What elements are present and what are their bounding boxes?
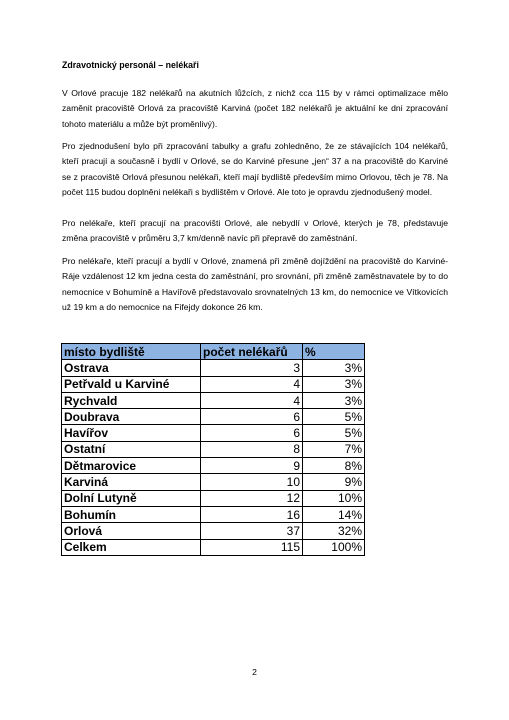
cell-count: 6 — [201, 409, 303, 425]
table-row — [62, 360, 365, 376]
paragraph-4: Pro nelékaře, kteří pracují a bydlí v Orlové, znamená při změně dojíždění na pracoviště do Karviné-Ráje vzdálenost 12 km jedna cesta do zaměstnání, pro srovnání, při změně zaměstnavatele by to do nemocnice v Bohumíně a Havířově představovalo srovnatelných 13 km, do nemocnice ve Vítkovicích už 19 km a do nemocnice na Fifejdy dokonce 26 km. — [62, 256, 448, 313]
cell-count: 4 — [201, 376, 303, 392]
table-row — [62, 458, 365, 474]
header-residence: místo bydliště — [62, 344, 201, 360]
cell-percent: 14% — [303, 506, 365, 522]
table-row — [62, 392, 365, 408]
table-row — [62, 523, 365, 539]
paragraph-3: Pro nelékaře, kteří pracují na pracovišti Orlové, ale nebydlí v Orlové, kterých je 78, představuje změna pracoviště v průměru 3,7 km/denně navíc při přepravě do zaměstnání. — [62, 218, 448, 244]
cell-residence: Ostatní — [62, 441, 201, 457]
cell-residence: Dětmarovice — [62, 458, 201, 474]
header-percent: % — [303, 344, 365, 360]
section-heading: Zdravotnický personál – nelékaři — [62, 60, 199, 70]
cell-percent: 7% — [303, 441, 365, 457]
cell-percent: 3% — [303, 376, 365, 392]
cell-percent: 32% — [303, 523, 365, 539]
cell-percent: 10% — [303, 490, 365, 506]
page-number: 2 — [252, 667, 257, 677]
cell-percent: 8% — [303, 458, 365, 474]
cell-residence: Havířov — [62, 425, 201, 441]
cell-residence: Ostrava — [62, 360, 201, 376]
table-row — [62, 409, 365, 425]
table-header-row — [62, 344, 365, 360]
cell-residence: Orlová — [62, 523, 201, 539]
cell-count: 4 — [201, 392, 303, 408]
cell-count: 12 — [201, 490, 303, 506]
paragraph-1: V Orlové pracuje 182 nelékařů na akutních lůžcích, z nichž cca 115 by v rámci optimalizace mělo zaměnit pracoviště Orlová za pracoviště Karviná (počet 182 nelékařů je aktuální ke dni zpracování tohoto materiálu a může být proměnlivý). — [62, 88, 448, 129]
cell-residence: Celkem — [62, 539, 201, 555]
table-row — [62, 425, 365, 441]
cell-residence: Rychvald — [62, 392, 201, 408]
cell-count: 16 — [201, 506, 303, 522]
cell-count: 6 — [201, 425, 303, 441]
table-row — [62, 376, 365, 392]
cell-residence: Dolní Lutyně — [62, 490, 201, 506]
cell-percent: 3% — [303, 392, 365, 408]
header-count: počet nelékařů — [201, 344, 303, 360]
cell-count: 9 — [201, 458, 303, 474]
cell-count: 115 — [201, 539, 303, 555]
cell-residence: Petřvald u Karviné — [62, 376, 201, 392]
table-row — [62, 506, 365, 522]
cell-count: 37 — [201, 523, 303, 539]
cell-percent: 5% — [303, 409, 365, 425]
paragraph-2: Pro zjednodušení bylo při zpracování tabulky a grafu zohledněno, že ze stávajících 104 nelékařů, kteří pracují a současně i bydlí v Orlové, se do Karviné přesune „jen“ 37 a na pracoviště do Karviné se z pracoviště Orlová přesunou nelékaři, kteří mají bydliště především mimo Orlovou, těch je 78. Na počet 115 budou doplněni nelékaři s bydlištěm v Orlové. Ale toto je opravdu zjednodušený model. — [62, 141, 448, 198]
cell-residence: Doubrava — [62, 409, 201, 425]
residence-table — [61, 343, 365, 556]
table-row — [62, 539, 365, 555]
cell-count: 3 — [201, 360, 303, 376]
cell-residence: Bohumín — [62, 506, 201, 522]
table-row — [62, 474, 365, 490]
cell-percent: 3% — [303, 360, 365, 376]
cell-residence: Karviná — [62, 474, 201, 490]
cell-count: 10 — [201, 474, 303, 490]
table-row — [62, 441, 365, 457]
cell-percent: 5% — [303, 425, 365, 441]
cell-count: 8 — [201, 441, 303, 457]
table-row — [62, 490, 365, 506]
cell-percent: 9% — [303, 474, 365, 490]
cell-percent: 100% — [303, 539, 365, 555]
